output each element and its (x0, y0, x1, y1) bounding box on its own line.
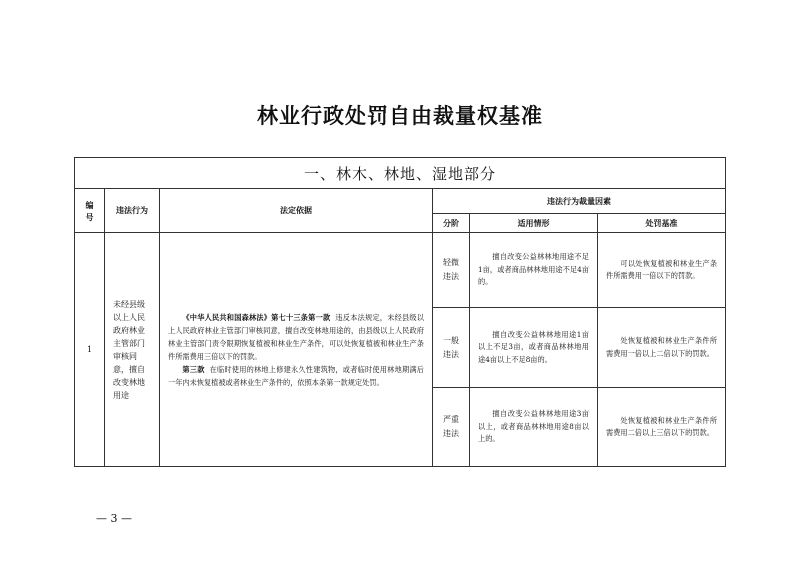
header-penalty: 处罚基准 (598, 214, 726, 233)
header-number: 编 号 (75, 189, 105, 233)
violation-description: 未经县级以上人民政府林业主管部门审核同意，擅自改变林地用途 (105, 233, 160, 467)
document-title: 林业行政处罚自由裁量权基准 (257, 103, 543, 128)
discretion-standard-table (74, 157, 726, 467)
condition-general: 擅自改变公益林林地用途1亩以上不足3亩，或者商品林林地用途4亩以上不足8亩的。 (470, 308, 598, 388)
level-serious: 严重 违法 (433, 388, 470, 467)
row-number: 1 (75, 233, 105, 467)
penalty-minor: 可以处恢复植被和林业生产条件所需费用一倍以下的罚款。 (598, 233, 726, 308)
level-minor: 轻微 违法 (433, 233, 470, 308)
header-condition: 适用情形 (470, 214, 598, 233)
header-violation: 违法行为 (105, 189, 160, 233)
header-factors: 违法行为裁量因素 (433, 189, 726, 214)
legal-basis (160, 233, 433, 467)
law-article-citation: 《中华人民共和国森林法》第七十三条第一款 (182, 312, 331, 322)
condition-minor: 擅自改变公益林林地用途不足1亩，或者商品林林地用途不足4亩的。 (470, 233, 598, 308)
table-row (75, 233, 726, 308)
law-clause-text: 在临时使用的林地上修建永久性建筑物，或者临时使用林地期满后一年内未恢复植被或者林业生产条件的，依照本条第一款规定处罚。 (168, 364, 424, 387)
condition-serious: 擅自改变公益林林地用途3亩以上，或者商品林林地用途8亩以上的。 (470, 388, 598, 467)
level-general: 一般 违法 (433, 308, 470, 388)
penalty-serious: 处恢复植被和林业生产条件所需费用二倍以上三倍以下的罚款。 (598, 388, 726, 467)
section-title: 一、林木、林地、湿地部分 (75, 158, 726, 189)
law-article-text: 违反本法规定，未经县级以上人民政府林业主管部门审核同意，擅自改变林地用途的，由县级以上人民政府林业主管部门责令限期恢复植被和林业生产条件，可以处恢复植被和林业生产条件所需费用三倍以下的罚款。 (168, 312, 424, 361)
header-level: 分阶 (433, 214, 470, 233)
penalty-general: 处恢复植被和林业生产条件所需费用一倍以上二倍以下的罚款。 (598, 308, 726, 388)
law-clause-citation: 第三款 (182, 364, 205, 374)
header-legal-basis: 法定依据 (160, 189, 433, 233)
page-number: — 3 — (96, 512, 132, 525)
